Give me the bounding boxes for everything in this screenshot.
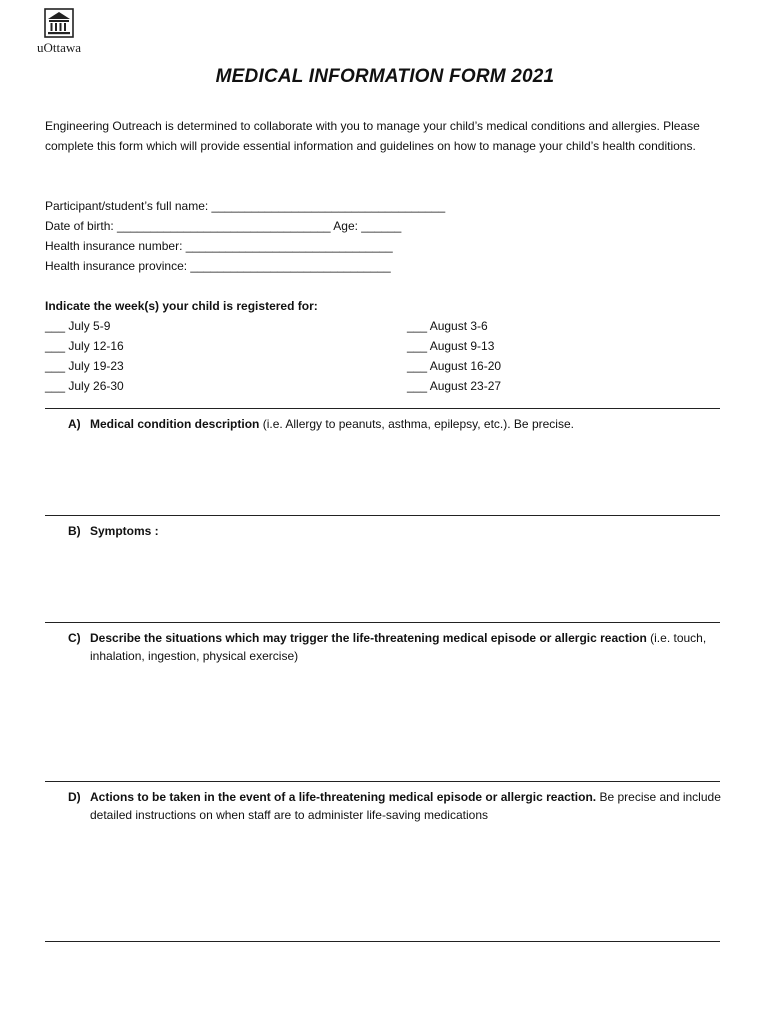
section-a-body[interactable]: [90, 415, 728, 433]
weeks-heading: Indicate the week(s) your child is registered for:: [45, 299, 318, 313]
week-option[interactable]: ___ August 23-27: [407, 379, 502, 393]
section-divider: [45, 408, 720, 409]
week-option[interactable]: ___ July 26-30: [45, 379, 124, 393]
section-c-body[interactable]: [90, 629, 728, 665]
section-letter: A): [68, 417, 81, 431]
week-option[interactable]: ___ July 5-9: [45, 319, 111, 333]
section-letter: B): [68, 524, 81, 538]
section-d: [68, 788, 728, 824]
week-option[interactable]: ___ July 19-23: [45, 359, 124, 373]
week-option[interactable]: ___ July 12-16: [45, 339, 124, 353]
section-a: [68, 415, 728, 433]
weeks-list-august: [407, 316, 501, 396]
section-divider: [45, 622, 720, 623]
section-title: Symptoms :: [90, 524, 159, 538]
section-title: Describe the situations which may trigger the life-threatening medical episode or allergic reaction: [90, 631, 647, 645]
section-note: (i.e. Allergy to peanuts, asthma, epilepsy, etc.). Be precise.: [259, 417, 574, 431]
uottawa-logo: [24, 8, 94, 56]
week-option[interactable]: ___ August 9-13: [407, 339, 495, 353]
university-building-icon: [44, 8, 74, 38]
section-d-body[interactable]: [90, 788, 728, 824]
insurance-number-field[interactable]: Health insurance number: _______________________________: [45, 239, 393, 253]
intro-paragraph: Engineering Outreach is determined to collaborate with you to manage your child’s medical conditions and allergies. Please complete this form which will provide essential information and guidelines on how to manage your child’s health conditions.: [45, 119, 700, 153]
section-note: Be precise and include detailed instructions on when staff are to administer life-saving medications: [90, 790, 721, 822]
logo-text: uOttawa: [36, 40, 82, 55]
section-divider: [45, 515, 720, 516]
dob-age-field[interactable]: Date of birth: ________________________________ Age: ______: [45, 219, 402, 233]
section-title: Medical condition description: [90, 417, 260, 431]
section-b: [68, 522, 728, 540]
section-letter: C): [68, 631, 81, 645]
section-b-body[interactable]: [90, 522, 728, 540]
week-option[interactable]: ___ August 16-20: [407, 359, 502, 373]
section-letter: D): [68, 790, 81, 804]
section-divider: [45, 941, 720, 942]
section-title: Actions to be taken in the event of a life-threatening medical episode or allergic reaction.: [90, 790, 597, 804]
section-note: (i.e. touch, inhalation, ingestion, physical exercise): [90, 631, 707, 663]
week-option[interactable]: ___ August 3-6: [407, 319, 488, 333]
insurance-province-field[interactable]: Health insurance province: ______________________________: [45, 259, 391, 273]
weeks-list-july: [45, 316, 124, 396]
participant-fields: [45, 196, 445, 276]
section-c: [68, 629, 728, 665]
page-title: MEDICAL INFORMATION FORM 2021: [215, 66, 555, 87]
full-name-field[interactable]: Participant/student’s full name: ___________________________________: [45, 199, 446, 213]
section-divider: [45, 781, 720, 782]
